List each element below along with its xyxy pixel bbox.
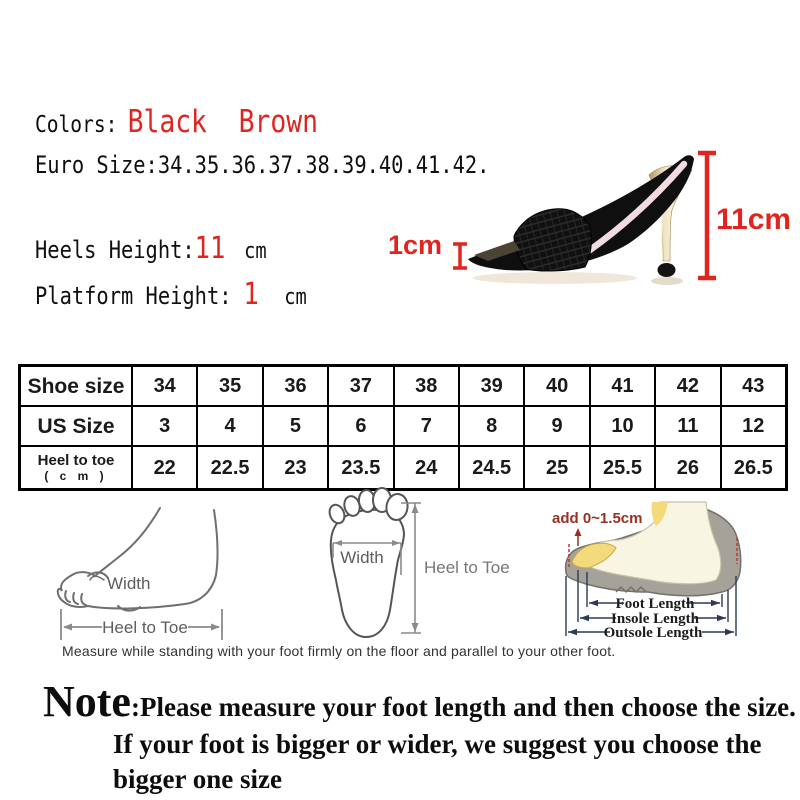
- platform-height-callout: 1cm: [388, 230, 443, 260]
- size-conversion-table: [18, 364, 788, 491]
- platform-height-label: Platform Height:: [35, 282, 232, 310]
- euro-size-label: Euro Size:: [35, 151, 158, 179]
- size-cell: 4: [196, 405, 261, 445]
- outsole-length-label: Outsole Length: [603, 625, 703, 641]
- table-row-header: Shoe size: [27, 374, 125, 398]
- size-cell: 35: [196, 367, 261, 405]
- colors-label: Colors:: [35, 112, 118, 138]
- insole-length-label: Insole Length: [611, 611, 699, 627]
- shoe-product-photo: [430, 120, 730, 320]
- heels-height-label: Heels Height:: [35, 236, 195, 264]
- size-cell: 34: [131, 367, 196, 405]
- size-cell: 40: [523, 367, 588, 405]
- size-cell: 41: [589, 367, 654, 405]
- size-cell: 11: [654, 405, 719, 445]
- size-cell: 3: [131, 405, 196, 445]
- row-header-main: Heel to toe: [37, 452, 115, 469]
- heel-tip-shadow: [651, 277, 683, 285]
- size-cell: 37: [327, 367, 392, 405]
- heels-height-value: 11: [194, 231, 226, 266]
- table-row-header: US Size: [21, 405, 131, 445]
- foot-length-label: Foot Length: [615, 596, 695, 612]
- heel-tip: [658, 263, 676, 277]
- vamp-strap: [514, 209, 591, 271]
- colors-spec-line: [35, 104, 318, 140]
- size-cell: 25.5: [589, 445, 654, 488]
- size-cell: 24.5: [458, 445, 523, 488]
- heel-height-callout: 11cm: [716, 203, 792, 236]
- size-cell: 24: [393, 445, 458, 488]
- shoe-shadow: [473, 272, 637, 284]
- size-cell: 22: [131, 445, 196, 488]
- size-cell: 5: [262, 405, 327, 445]
- platform-height-spec-line: [35, 277, 307, 312]
- size-cell: 10: [589, 405, 654, 445]
- footprint-length-measure: [401, 503, 421, 633]
- colors-value: Black Brown: [127, 104, 318, 140]
- side-foot-width-label: Width: [107, 574, 151, 593]
- size-cell: 36: [262, 367, 327, 405]
- size-cell: 6: [327, 405, 392, 445]
- allowance-label: add 0~1.5cm: [552, 510, 643, 527]
- size-cell: 26.5: [720, 445, 785, 488]
- size-cell: 25: [523, 445, 588, 488]
- platform-measure-bracket: [453, 244, 467, 268]
- note-line-3: bigger one size: [113, 764, 282, 794]
- euro-size-value: 34.35.36.37.38.39.40.41.42.: [157, 151, 490, 179]
- measurement-diagrams: [0, 480, 800, 670]
- note-title: Note: [43, 677, 131, 726]
- size-cell: 23.5: [327, 445, 392, 488]
- euro-size-spec-line: [35, 151, 489, 179]
- size-cell: 9: [523, 405, 588, 445]
- side-foot-length-label: Heel to Toe: [102, 618, 188, 637]
- row-header-unit: ( c m ): [44, 469, 108, 483]
- platform-height-value: 1: [243, 277, 259, 312]
- size-cell: 39: [458, 367, 523, 405]
- heel-measure-line: [698, 153, 716, 278]
- size-cell: 7: [393, 405, 458, 445]
- side-foot-diagram: [58, 508, 218, 611]
- size-cell: 43: [720, 367, 785, 405]
- note-line-1: [43, 676, 796, 727]
- platform-height-unit: cm: [284, 285, 307, 310]
- size-cell: 38: [393, 367, 458, 405]
- footprint-width-label: Width: [340, 548, 384, 567]
- size-cell: 23: [262, 445, 327, 488]
- footprint-length-label: Heel to Toe: [424, 558, 510, 577]
- size-cell: 12: [720, 405, 785, 445]
- heels-height-unit: cm: [244, 239, 267, 264]
- measure-caption: Measure while standing with your foot firmly on the floor and parallel to your other foot.: [62, 643, 616, 659]
- size-cell: 8: [458, 405, 523, 445]
- note-text-1: :Please measure your foot length and then choose the size.: [130, 692, 796, 722]
- heels-height-spec-line: [35, 231, 267, 266]
- size-cell: 22.5: [196, 445, 261, 488]
- size-cell: 26: [654, 445, 719, 488]
- note-line-2: If your foot is bigger or wider, we suggest you choose the: [113, 729, 762, 759]
- size-cell: 42: [654, 367, 719, 405]
